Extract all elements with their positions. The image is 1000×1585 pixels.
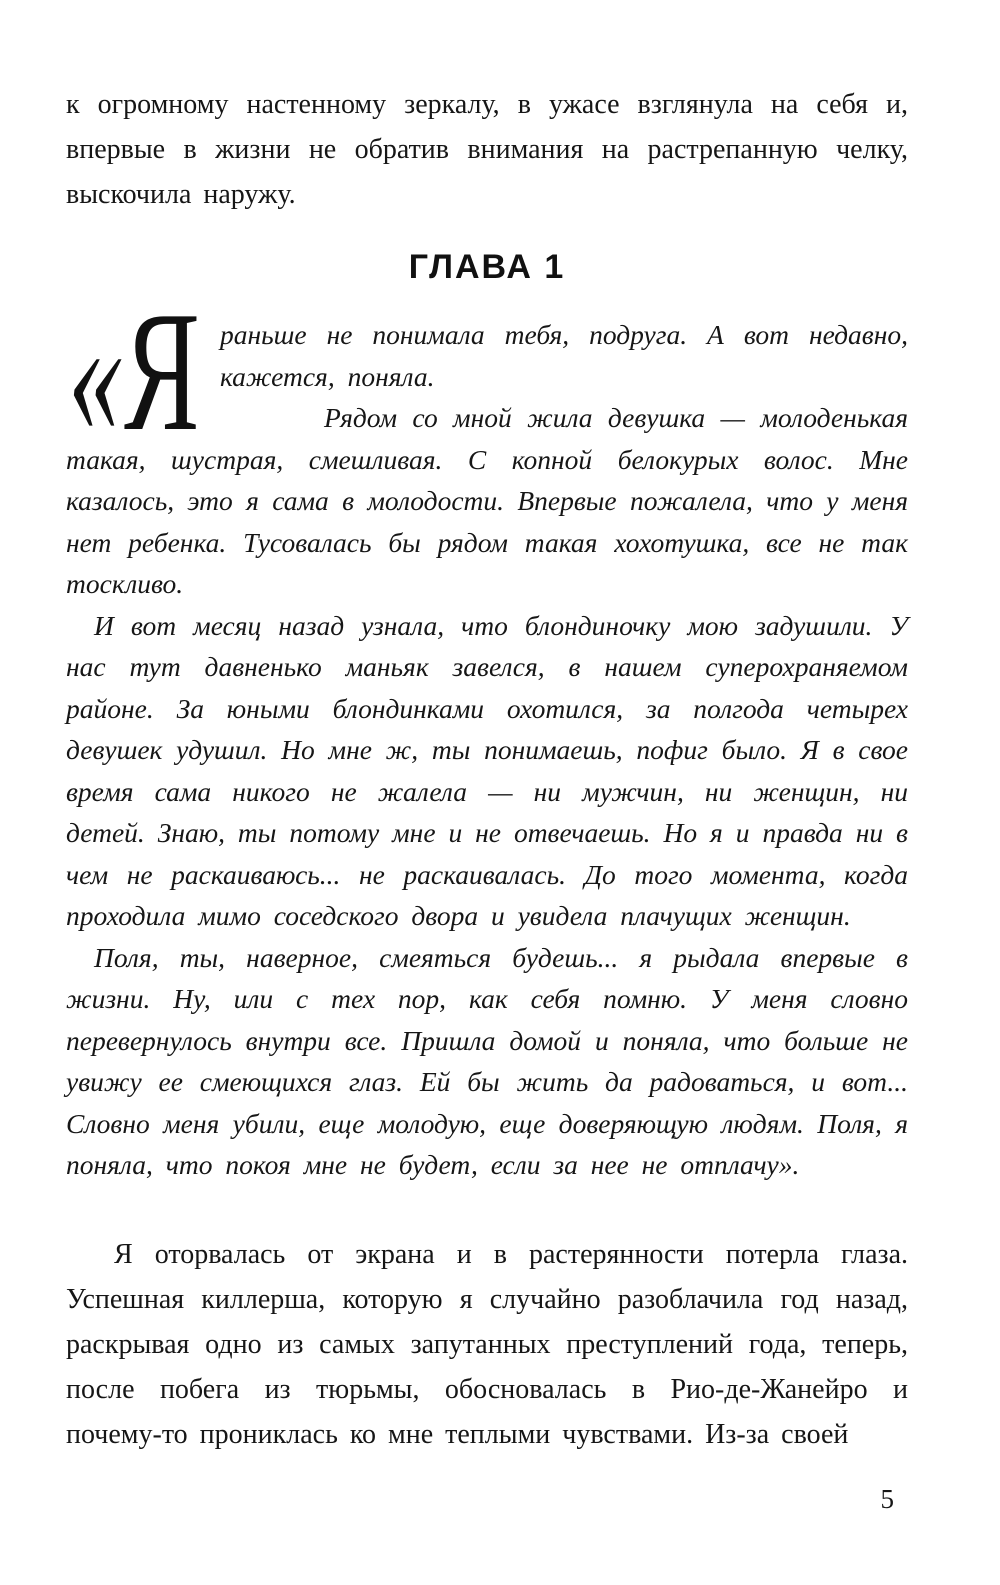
letter-block — [66, 276, 908, 1186]
letter-paragraph: раньше не понимала тебя, подруга. А вот недавно, кажется, поняла. — [220, 319, 908, 392]
chapter-heading: ГЛАВА 1 — [408, 248, 566, 286]
letter-paragraph: Поля, ты, наверное, смеяться будешь... я рыдала впервые в жизни. Ну, или с тех пор, как себя помню. У меня словно перевернулось внутри все. Пришла домой и поняла, что больше не увижу ее смеющихся глаз. Ей бы жить да радоваться, и вот... Словно меня убили, еще молодую, еще доверяющую людям. Поля, я поняла, что покоя мне не будет, если за нее не отплачу». — [66, 941, 908, 1181]
page-number: 5 — [880, 1483, 894, 1514]
drop-cap — [66, 276, 212, 471]
letter-paragraph: Рядом со мной жила девушка — молоденькая такая, шустрая, смешливая. С копной белокурых волос. Мне казалось, это я сама в молодости. Впервые пожалела, что у меня нет ребенка. Тусовалась бы рядом такая хохотушка, все не так тоскливо. — [66, 402, 908, 600]
intro-paragraph: к огромному настенному зеркалу, в ужасе взглянула на себя и, впервые в жизни не обратив внимания на растрепанную челку, выскочила наружу. — [66, 89, 908, 210]
opening-guillemet: « — [68, 276, 123, 471]
closing-paragraph: Я оторвалась от экрана и в растерянности потерла глаза. Успешная киллерша, которую я случайно разоблачила год назад, раскрывая одно из самых запутанных преступлений года, теперь, после побега из тюрьмы, обосновалась в Рио-де-Жанейро и почему-то прониклась ко мне теплыми чувствами. Из-за своей — [66, 1238, 908, 1450]
letter-paragraph: И вот месяц назад узнала, что блондиночку мою задушили. У нас тут давненько маньяк завелся, в нашем суперохраняемом районе. За юными блондинками охотился, за полгода четырех девушек удушил. Но мне ж, ты понимаешь, пофиг было. Я в свое время сама никого не жалела — ни мужчин, ни женщин, ни детей. Знаю, ты потому мне и не отвечаешь. Но я и правда ни в чем не раскаиваюсь... не раскаивалась. До того момента, когда проходила мимо соседского двора и увидела плачущих женщин. — [66, 609, 908, 932]
drop-cap-letter: Я — [124, 277, 200, 468]
